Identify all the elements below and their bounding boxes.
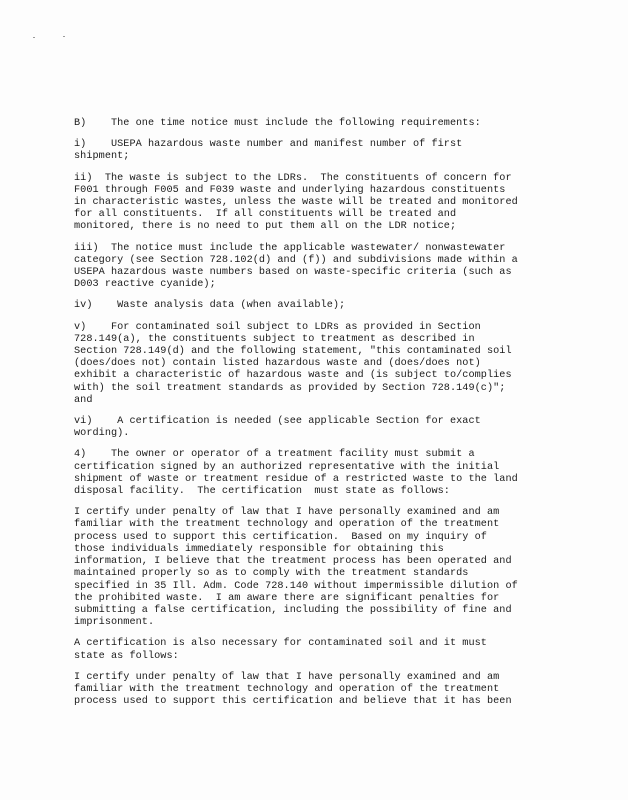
scan-specks — [33, 36, 73, 42]
paragraph-b — [74, 118, 526, 130]
text-line: familiar with the treatment technology and operation of the treatment — [74, 519, 500, 531]
text-line: B) The one time notice must include the following requirements: — [74, 118, 481, 129]
text-line: information, I believe that the treatment process has been operated and — [74, 556, 512, 568]
text-line: shipment; — [74, 151, 130, 163]
text-line: those individuals immediately responsible for obtaining this — [74, 543, 444, 555]
text-line: process used to support this certification. Based on my inquiry of — [74, 531, 487, 543]
text-line: i) USEPA hazardous waste number and manifest number of first — [74, 139, 463, 151]
paragraph-vi — [74, 416, 526, 440]
text-line: D003 reactive cyanide); — [74, 279, 216, 291]
paragraph-v — [74, 322, 526, 407]
text-line: iii) The notice must include the applicable wastewater/ nonwastewater — [74, 242, 506, 254]
paragraph-ii — [74, 173, 526, 234]
text-line: process used to support this certification and believe that it has been — [74, 696, 512, 708]
text-line: for all constituents. If all constituents will be treated and — [74, 209, 457, 221]
scan-speck — [63, 36, 65, 37]
paragraph-iv — [74, 300, 526, 312]
text-line: I certify under penalty of law that I have personally examined and am — [74, 507, 500, 519]
paragraph-cert1 — [74, 507, 526, 629]
text-line: vi) A certification is needed (see applicable Section for exact — [74, 416, 481, 428]
scan-speck — [33, 37, 35, 38]
document-body — [74, 118, 526, 717]
text-line: submitting a false certification, including the possibility of fine and — [74, 604, 512, 616]
text-line: A certification is also necessary for contaminated soil and it must — [74, 638, 487, 650]
text-line: v) For contaminated soil subject to LDRs as provided in Section — [74, 321, 481, 333]
text-line: disposal facility. The certification must state as follows: — [74, 486, 450, 498]
text-line: state as follows: — [74, 650, 179, 662]
text-line: 4) The owner or operator of a treatment facility must submit a — [74, 449, 475, 461]
text-line: wording). — [74, 428, 130, 440]
text-line: specified in 35 Ill. Adm. Code 728.140 without impermissible dilution of — [74, 580, 518, 592]
text-line: category (see Section 728.102(d) and (f)) and subdivisions made within a — [74, 254, 518, 266]
text-line: in characteristic wastes, unless the waste will be treated and monitored — [74, 197, 518, 209]
text-line: USEPA hazardous waste numbers based on waste-specific criteria (such as — [74, 267, 512, 279]
text-line: the prohibited waste. I am aware there are significant penalties for — [74, 592, 500, 604]
text-line: familiar with the treatment technology and operation of the treatment — [74, 683, 500, 695]
paragraph-4 — [74, 449, 526, 498]
text-line: 728.149(a), the constituents subject to treatment as described in — [74, 333, 475, 345]
text-line: exhibit a characteristic of hazardous waste and (is subject to/complies — [74, 370, 512, 382]
paragraph-cert2 — [74, 672, 526, 709]
text-line: I certify under penalty of law that I have personally examined and am — [74, 671, 500, 683]
paragraph-soil — [74, 638, 526, 662]
text-line: shipment of waste or treatment residue of a restricted waste to the land — [74, 473, 518, 485]
text-line: and — [74, 394, 93, 406]
text-line: certification signed by an authorized representative with the initial — [74, 461, 500, 473]
text-line: (does/does not) contain listed hazardous waste and (does/does not) — [74, 358, 481, 370]
text-line: monitored, there is no need to put them all on the LDR notice; — [74, 221, 457, 233]
text-line: with) the soil treatment standards as provided by Section 728.149(c)"; — [74, 382, 506, 394]
paragraph-i — [74, 139, 526, 163]
paragraph-iii — [74, 243, 526, 292]
text-line: iv) Waste analysis data (when available); — [74, 300, 346, 312]
text-line: imprisonment. — [74, 617, 155, 629]
text-line: F001 through F005 and F039 waste and underlying hazardous constituents — [74, 184, 506, 196]
text-line: maintained properly so as to comply with the treatment standards — [74, 568, 469, 580]
text-line: Section 728.149(d) and the following statement, "this contaminated soil — [74, 346, 512, 358]
text-line: ii) The waste is subject to the LDRs. The constituents of concern for — [74, 172, 512, 184]
